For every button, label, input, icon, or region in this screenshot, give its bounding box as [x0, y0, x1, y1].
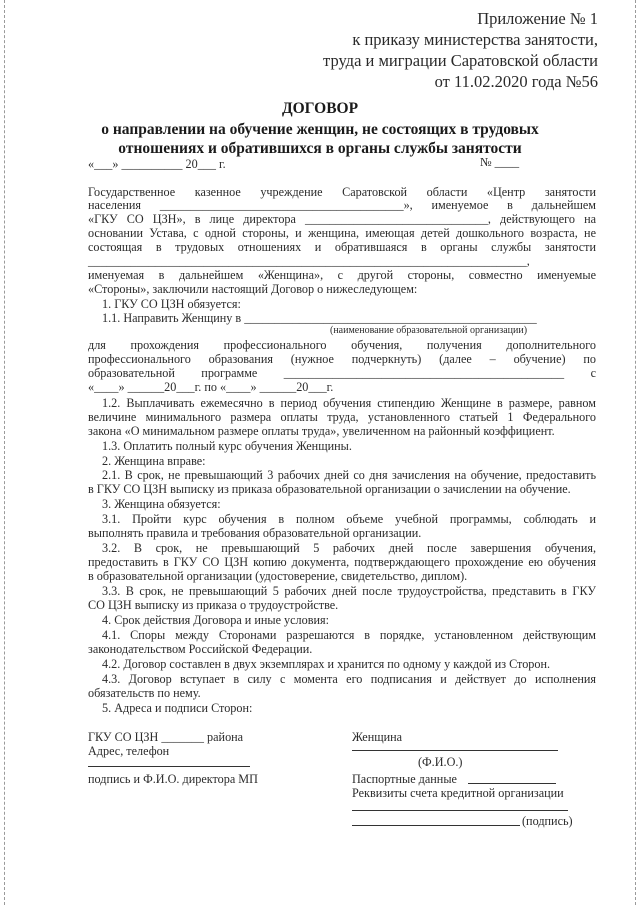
subtitle-line-2: отношениях и обратившихся в органы службы занятости: [118, 140, 522, 157]
sig-passport-label: Паспортные данные: [352, 772, 457, 786]
sig-line-bank: [352, 810, 568, 811]
body-line: 3.1. Пройти курс обучения в полном объеме учебной программы, соблюдать и: [102, 512, 596, 526]
order-date-number: от 11.02.2020 года №56: [434, 72, 598, 91]
body-line: «ГКУ СО ЦЗН», в лице директора ______________________________, действующего на: [88, 212, 596, 226]
body-line: профессионального образования (нужное подчеркнуть) (далее – обучение) по: [88, 352, 596, 366]
body-line: основании Устава, с одной стороны, и женщина, имеющая детей дошкольного возраста, не: [88, 226, 596, 240]
section-heading: 2. Женщина вправе:: [102, 454, 206, 468]
sig-line-left: [88, 766, 250, 767]
body-line: 1.2. Выплачивать ежемесячно в период обучения стипендию Женщине в размере, равном: [102, 396, 596, 410]
body-line: для прохождения профессионального обучения, получения дополнительного: [88, 338, 596, 352]
body-line: именуемая в дальнейшем «Женщина», с другой стороны, совместно именуемые: [88, 268, 596, 282]
sig-fio-caption: (Ф.И.О.): [418, 755, 463, 769]
sig-address-label: Адрес, телефон: [88, 744, 170, 758]
subtitle-line-1: о направлении на обучение женщин, не состоящих в трудовых: [101, 121, 539, 138]
body-line: 4.2. Договор составлен в двух экземплярах и хранится по одному у каждой из Сторон.: [102, 657, 551, 671]
body-line: состоящая в трудовых отношениях и обратившаяся в органы службы занятости: [88, 240, 596, 254]
body-line: Государственное казенное учреждение Саратовской области «Центр занятости: [88, 185, 596, 199]
body-line: в ГКУ СО ЦЗН выписку из приказа образовательной организации о зачислении на обучение.: [88, 482, 571, 496]
contract-number: № ____: [480, 155, 520, 169]
body-line: образовательной программе ______________________________________________ с: [88, 366, 596, 380]
body-line: населения ________________________________________», именуемое в дальнейшем: [88, 198, 596, 212]
sig-woman-label: Женщина: [352, 730, 403, 744]
body-line: 3.2. В срок, не превышающий 5 рабочих дней после завершения обучения,: [102, 541, 596, 555]
sig-bank-label: Реквизиты счета кредитной организации: [352, 786, 564, 800]
appendix-number: Приложение № 1: [477, 9, 598, 28]
order-reference-line-2: труда и миграции Саратовской области: [323, 51, 598, 70]
appendix-header: [323, 8, 598, 92]
body-line: «Стороны», заключили настоящий Договор о нижеследующем:: [88, 282, 418, 296]
body-line: обязательств по нему.: [88, 686, 201, 700]
field-caption: (наименование образовательной организации): [330, 325, 528, 336]
body-line: законодательством Российской Федерации.: [88, 642, 313, 656]
body-line: СО ЦЗН выписку из приказа о трудоустройстве.: [88, 598, 339, 612]
sig-signature-caption: (подпись): [522, 814, 573, 828]
section-heading: 5. Адреса и подписи Сторон:: [102, 701, 253, 715]
body-line: закона «О минимальном размере оплаты труда», увеличенном на районный коэффициент.: [88, 424, 555, 438]
body-line: величине минимального размера оплаты труда, установленного статьей 1 Федерального: [88, 410, 596, 424]
document-title: ДОГОВОР: [281, 100, 359, 117]
body-line: 3.3. В срок, не превышающий 5 рабочих дней после трудоустройства, представить в ГКУ: [102, 584, 596, 598]
sig-line-name: [352, 750, 558, 751]
document-subtitle: [0, 120, 640, 158]
order-reference-line-1: к приказу министерства занятости,: [352, 30, 598, 49]
body-line: 1.3. Оплатить полный курс обучения Женщины.: [102, 439, 352, 453]
section-heading: 4. Срок действия Договора и иные условия:: [102, 613, 329, 627]
sig-org-label: ГКУ СО ЦЗН _______ района: [88, 730, 244, 744]
body-line: выполнять правила и требования образовательной организации.: [88, 526, 422, 540]
body-line: «____» ______20___г. по «____» ______20___г.: [88, 380, 334, 394]
body-line: 4.3. Договор вступает в силу с момента его подписания и действует до исполнения: [102, 672, 596, 686]
section-heading: 1. ГКУ СО ЦЗН обязуется:: [102, 297, 241, 311]
body-line: предоставить в ГКУ СО ЦЗН копию документа, подтверждающего прохождение ею обучения: [88, 555, 596, 569]
body-line: ________________________________________________________________________,: [88, 254, 530, 268]
body-line: 4.1. Споры между Сторонами разрешаются в порядке, установленном действующим: [102, 628, 596, 642]
sig-line-passport: [468, 783, 556, 784]
body-line: в образовательной организации (удостоверение, свидетельство, диплом).: [88, 569, 468, 583]
section-heading: 3. Женщина обязуется:: [102, 497, 221, 511]
contract-date: «___» __________ 20___ г.: [88, 157, 226, 171]
sig-line-signature: [352, 825, 520, 826]
body-line: 1.1. Направить Женщину в ________________________________________________: [102, 311, 537, 325]
body-line: 2.1. В срок, не превышающий 3 рабочих дней со дня зачисления на обучение, предоставить: [102, 468, 596, 482]
sig-director-label: подпись и Ф.И.О. директора МП: [88, 772, 258, 786]
